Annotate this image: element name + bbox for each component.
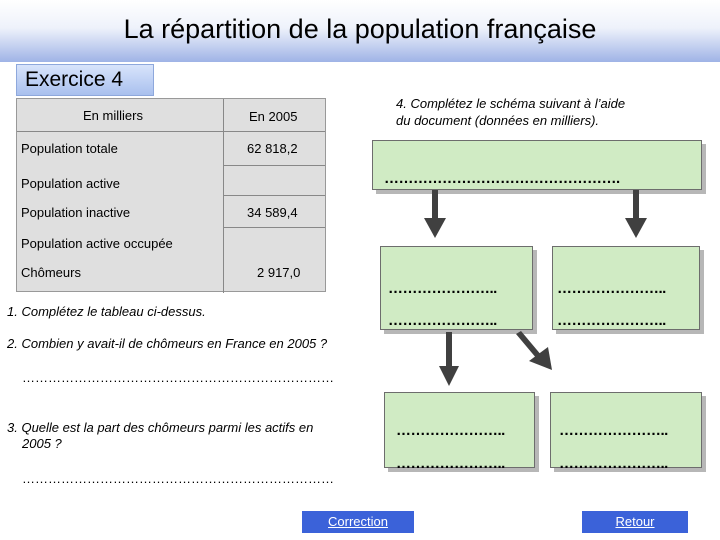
schema-answer[interactable]: …………………..: [557, 280, 666, 297]
table-row-label: Population active: [21, 176, 121, 191]
question-1: 1. Complétez le tableau ci-dessus.: [7, 304, 206, 319]
question-3-line-1: 3. Quelle est la part des chômeurs parmi les actifs en: [7, 420, 314, 435]
table-row-label: Population active occupée: [21, 236, 173, 251]
table-header-divider: [17, 131, 325, 132]
table-row-value: 34 589,4: [247, 205, 298, 220]
question-4-line-2: du document (données en milliers).: [396, 113, 600, 128]
schema-answer[interactable]: …………………..: [396, 455, 505, 472]
table-column-divider: [223, 99, 224, 293]
table-row-value: 2 917,0: [257, 265, 301, 280]
schema-answer[interactable]: …………………..: [388, 312, 497, 329]
correction-button[interactable]: Correction: [302, 511, 414, 533]
table-row-value: 62 818,2: [247, 141, 298, 156]
table-row-label: Population totale: [21, 141, 118, 156]
schema-answer-total[interactable]: ………………………………………….: [384, 170, 620, 187]
page-title: La répartition de la population française: [123, 14, 597, 44]
schema-answer[interactable]: …………………..: [559, 422, 668, 439]
table-cell-divider: [223, 227, 325, 228]
table-cell-divider: [223, 165, 325, 166]
table-cell-divider: [223, 195, 325, 196]
arrow-down-icon: [420, 190, 450, 240]
retour-button[interactable]: Retour: [582, 511, 688, 533]
population-table: [16, 98, 326, 292]
schema-answer[interactable]: …………………..: [388, 280, 497, 297]
schema-answer[interactable]: …………………..: [396, 422, 505, 439]
title-bar: [0, 0, 720, 62]
arrow-diagonal-icon: [512, 330, 556, 374]
schema-answer[interactable]: …………………..: [559, 455, 668, 472]
arrow-down-icon: [436, 330, 462, 388]
table-row-label: Chômeurs: [21, 265, 81, 280]
schema-answer[interactable]: …………………..: [557, 312, 666, 329]
question-2-answer[interactable]: ………………………………………………………………: [22, 370, 334, 385]
question-3-line-2: 2005 ?: [22, 436, 62, 451]
question-4-line-1: 4. Complétez le schéma suivant à l’aide: [396, 96, 626, 111]
table-header-unit: En milliers: [83, 108, 143, 123]
table-header-year: En 2005: [249, 109, 298, 124]
arrow-down-icon: [621, 190, 651, 240]
question-2: 2. Combien y avait-il de chômeurs en France en 2005 ?: [7, 336, 328, 351]
table-row-label: Population inactive: [21, 205, 131, 220]
exercise-label: Exercice 4: [16, 64, 154, 96]
question-3-answer[interactable]: ………………………………………………………………: [22, 471, 334, 486]
